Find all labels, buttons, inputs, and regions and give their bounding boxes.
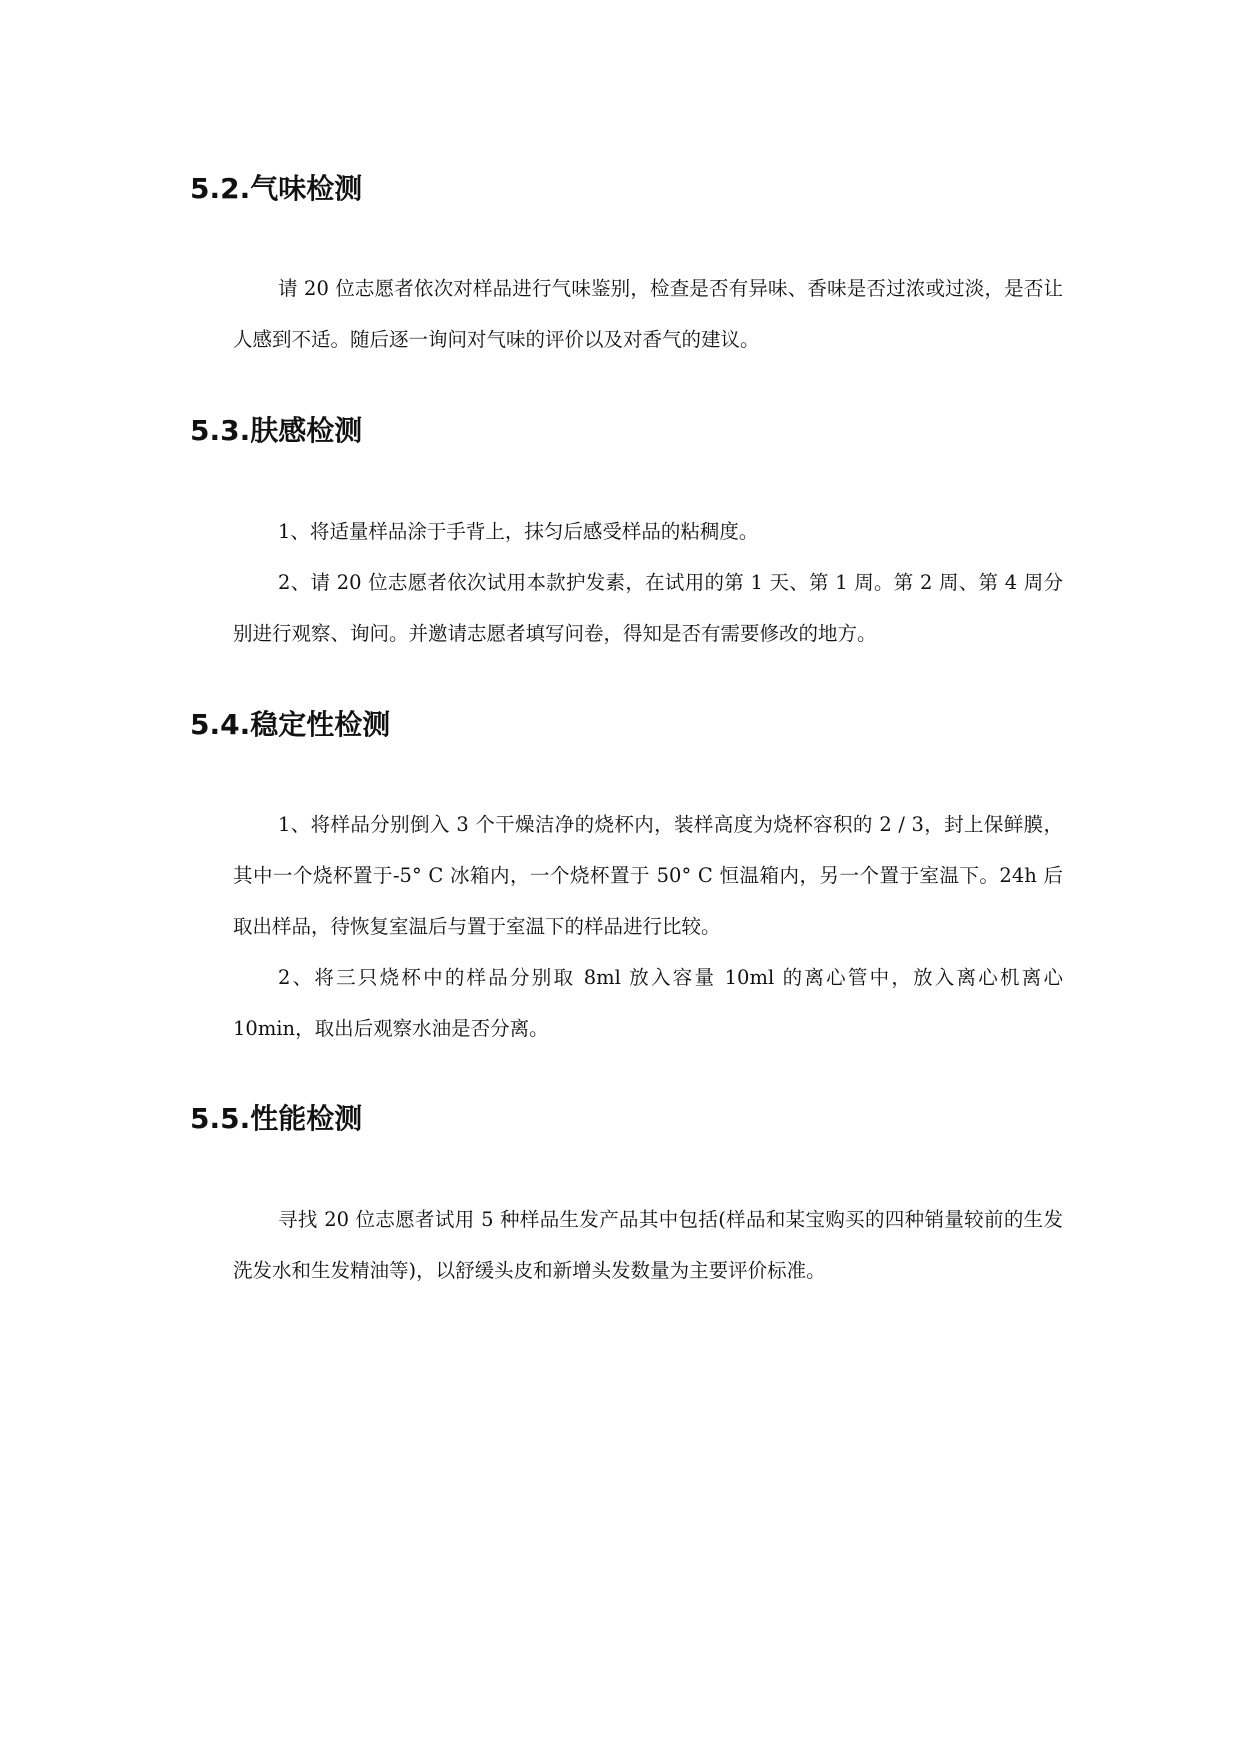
section-title-skin-feel-test: 5.3.肤感检测 xyxy=(190,414,363,447)
paragraph-skin-feel-step-1: 1、将适量样品涂于手背上，抹匀后感受样品的粘稠度。 xyxy=(278,520,759,543)
paragraph-performance-test: 寻找 20 位志愿者试用 5 种样品生发产品其中包括(样品和某宝购买的四种销量较前的生发洗发水和生发精油等)，以舒缓头皮和新增头发数量为主要评价标准。 xyxy=(233,1208,1063,1282)
section-title-stability-test: 5.4.稳定性检测 xyxy=(190,708,391,741)
paragraph-stability-step-2: 2、将三只烧杯中的样品分别取 8ml 放入容量 10ml 的离心管中，放入离心机离心 10min，取出后观察水油是否分离。 xyxy=(233,966,1063,1040)
section-title-odor-test: 5.2.气味检测 xyxy=(190,172,363,205)
section-title-performance-test: 5.5.性能检测 xyxy=(190,1102,363,1135)
paragraph-skin-feel-step-2: 2、请 20 位志愿者依次试用本款护发素，在试用的第 1 天、第 1 周。第 2 周、第 4 周分别进行观察、询问。并邀请志愿者填写问卷，得知是否有需要修改的地方。 xyxy=(233,571,1063,645)
paragraph-odor-test: 请 20 位志愿者依次对样品进行气味鉴别，检查是否有异味、香味是否过浓或过淡，是否让人感到不适。随后逐一询问对气味的评价以及对香气的建议。 xyxy=(233,277,1063,351)
paragraph-stability-step-1: 1、将样品分别倒入 3 个干燥洁净的烧杯内，装样高度为烧杯容积的 2 / 3，封上保鲜膜，其中一个烧杯置于-5° C 冰箱内，一个烧杯置于 50° C 恒温箱内，另一个置于室温下。24h 后取出样品，待恢复室温后与置于室温下的样品进行比较。 xyxy=(233,813,1063,938)
